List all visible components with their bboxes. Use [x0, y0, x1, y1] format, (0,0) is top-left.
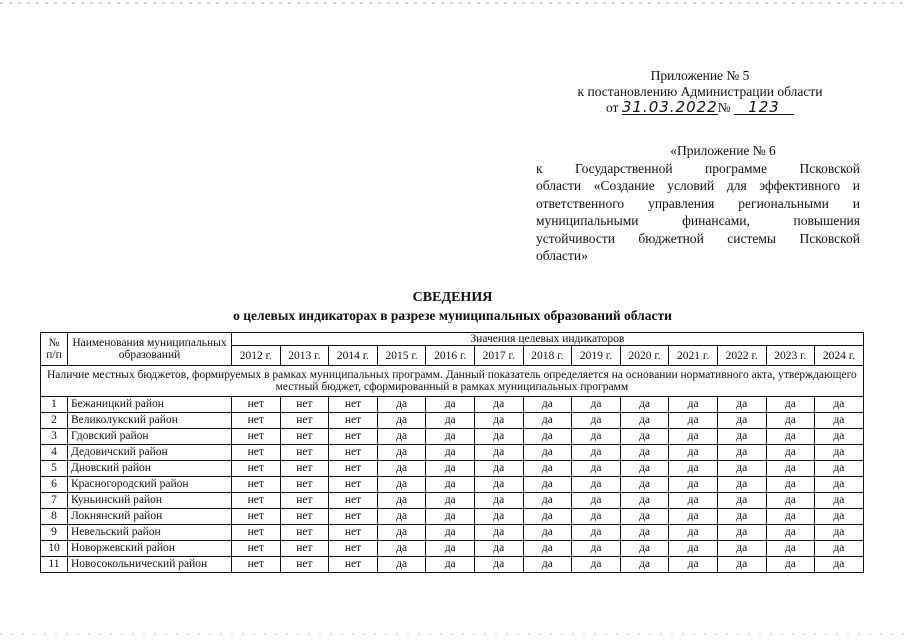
- indicator-value: нет: [329, 397, 378, 413]
- indicator-value: да: [815, 429, 864, 445]
- indicator-value: да: [717, 413, 766, 429]
- table-row: [41, 429, 864, 445]
- indicator-value: да: [377, 541, 426, 557]
- indicator-value: да: [474, 477, 523, 493]
- indicator-value: нет: [232, 541, 281, 557]
- indicator-value: да: [669, 525, 718, 541]
- year-header: 2023 г.: [766, 346, 815, 366]
- indicator-value: да: [377, 397, 426, 413]
- indicator-value: да: [766, 413, 815, 429]
- header-indicator-values: Значения целевых индикаторов: [232, 333, 864, 346]
- indicator-value: нет: [280, 413, 329, 429]
- municipality-name: Локнянский район: [68, 509, 232, 525]
- indicator-value: да: [426, 461, 475, 477]
- indicator-value: да: [620, 445, 669, 461]
- indicator-value: нет: [280, 525, 329, 541]
- indicator-value: да: [523, 557, 572, 573]
- municipality-name: Новосокольнический район: [68, 557, 232, 573]
- indicator-value: да: [572, 493, 621, 509]
- indicator-value: да: [669, 541, 718, 557]
- handwritten-number: 123: [734, 100, 794, 115]
- indicator-value: да: [572, 461, 621, 477]
- indicator-value: нет: [280, 477, 329, 493]
- indicator-value: да: [669, 557, 718, 573]
- indicator-value: да: [717, 557, 766, 573]
- document-title: СВЕДЕНИЯ: [412, 290, 493, 305]
- year-header: 2012 г.: [232, 346, 281, 366]
- indicator-value: да: [572, 541, 621, 557]
- indicator-value: да: [523, 509, 572, 525]
- indicator-value: да: [669, 413, 718, 429]
- table-row: [41, 509, 864, 525]
- table-row: [41, 413, 864, 429]
- indicator-value: да: [572, 445, 621, 461]
- year-header: 2016 г.: [426, 346, 475, 366]
- indicator-value: да: [815, 397, 864, 413]
- indicator-value: да: [474, 509, 523, 525]
- indicator-value: нет: [232, 509, 281, 525]
- indicator-value: да: [620, 477, 669, 493]
- appendix-5-date-line: [560, 100, 840, 116]
- municipality-name: Бежаницкий район: [68, 397, 232, 413]
- year-header: 2019 г.: [572, 346, 621, 366]
- indicator-value: нет: [329, 461, 378, 477]
- indicator-value: да: [766, 493, 815, 509]
- municipality-name: Новоржевский район: [68, 541, 232, 557]
- indicator-value: да: [523, 429, 572, 445]
- indicator-value: нет: [280, 509, 329, 525]
- table-row: [41, 557, 864, 573]
- appendix-5-decree: к постановлению Администрации области: [577, 84, 823, 99]
- indicator-value: да: [717, 397, 766, 413]
- indicator-value: да: [523, 525, 572, 541]
- indicator-value: да: [815, 461, 864, 477]
- from-label: от: [605, 100, 619, 115]
- indicator-value: да: [669, 477, 718, 493]
- indicator-value: да: [377, 557, 426, 573]
- year-header: 2021 г.: [669, 346, 718, 366]
- indicator-value: да: [474, 541, 523, 557]
- indicator-value: да: [377, 429, 426, 445]
- header-no: № п/п: [41, 333, 68, 366]
- indicator-value: да: [474, 557, 523, 573]
- indicator-value: да: [815, 509, 864, 525]
- indicator-value: нет: [329, 445, 378, 461]
- indicator-value: да: [620, 397, 669, 413]
- indicator-value: нет: [232, 461, 281, 477]
- row-number: 2: [41, 413, 68, 429]
- indicator-value: да: [669, 429, 718, 445]
- indicator-value: да: [669, 397, 718, 413]
- municipality-name: Дновский район: [68, 461, 232, 477]
- indicator-value: да: [572, 525, 621, 541]
- indicator-value: да: [523, 445, 572, 461]
- year-header: 2024 г.: [815, 346, 864, 366]
- indicator-value: да: [669, 461, 718, 477]
- row-number: 3: [41, 429, 68, 445]
- year-header: 2020 г.: [620, 346, 669, 366]
- indicator-value: да: [766, 397, 815, 413]
- table-row: [41, 493, 864, 509]
- indicator-value: да: [766, 477, 815, 493]
- indicator-value: да: [572, 429, 621, 445]
- indicator-value: да: [717, 525, 766, 541]
- indicator-value: да: [474, 397, 523, 413]
- indicator-value: да: [815, 413, 864, 429]
- row-number: 5: [41, 461, 68, 477]
- appendix-6-line: ответственного управления региональными и: [536, 195, 860, 211]
- indicator-value: нет: [232, 525, 281, 541]
- indicator-value: да: [377, 525, 426, 541]
- indicator-value: нет: [329, 493, 378, 509]
- document-subtitle: о целевых индикаторах в разрезе муниципальных образований области: [233, 308, 672, 323]
- appendix-5-title: Приложение № 5: [650, 68, 750, 83]
- row-number: 6: [41, 477, 68, 493]
- indicator-value: нет: [280, 541, 329, 557]
- indicator-value: нет: [232, 557, 281, 573]
- indicators-table: [40, 332, 864, 573]
- year-header: 2022 г.: [717, 346, 766, 366]
- indicator-value: да: [717, 461, 766, 477]
- indicator-value: нет: [329, 413, 378, 429]
- indicator-value: да: [523, 541, 572, 557]
- appendix-6-title: «Приложение № 6: [670, 143, 776, 158]
- section-note: Наличие местных бюджетов, формируемых в рамках муниципальных программ. Данный показатель определяется на основании нормативного акта, утверждающего местный бюджет, сформированный в рамках муниципальных программ: [41, 366, 864, 397]
- indicator-value: да: [426, 493, 475, 509]
- indicator-value: нет: [232, 445, 281, 461]
- year-header: 2014 г.: [329, 346, 378, 366]
- indicator-value: да: [426, 397, 475, 413]
- indicator-value: да: [426, 525, 475, 541]
- indicator-value: да: [426, 445, 475, 461]
- indicator-value: да: [620, 509, 669, 525]
- handwritten-date: 31.03.2022: [621, 98, 718, 116]
- year-header: 2018 г.: [523, 346, 572, 366]
- appendix-5-header: [560, 68, 840, 116]
- row-number: 7: [41, 493, 68, 509]
- indicator-value: да: [523, 477, 572, 493]
- indicator-value: да: [523, 413, 572, 429]
- indicator-value: да: [620, 493, 669, 509]
- indicator-value: да: [717, 493, 766, 509]
- municipality-name: Великолукский район: [68, 413, 232, 429]
- indicator-value: да: [620, 461, 669, 477]
- table-row: [41, 477, 864, 493]
- indicator-value: да: [377, 461, 426, 477]
- indicator-value: да: [377, 413, 426, 429]
- row-number: 10: [41, 541, 68, 557]
- indicator-value: нет: [329, 557, 378, 573]
- indicator-value: да: [620, 541, 669, 557]
- indicator-value: нет: [232, 397, 281, 413]
- indicator-value: да: [426, 413, 475, 429]
- scan-edge-top: [0, 2, 905, 4]
- appendix-6-line: устойчивости бюджетной системы Псковской: [536, 230, 860, 246]
- row-number: 11: [41, 557, 68, 573]
- indicator-value: да: [766, 557, 815, 573]
- indicator-value: да: [426, 557, 475, 573]
- appendix-6-line: области»: [536, 248, 588, 263]
- indicator-value: да: [766, 461, 815, 477]
- municipality-name: Куньинский район: [68, 493, 232, 509]
- indicator-value: да: [474, 429, 523, 445]
- indicator-value: да: [474, 413, 523, 429]
- indicator-value: нет: [232, 493, 281, 509]
- indicator-value: да: [766, 429, 815, 445]
- indicator-value: да: [474, 493, 523, 509]
- indicator-value: да: [377, 493, 426, 509]
- indicator-value: нет: [280, 397, 329, 413]
- indicator-value: да: [669, 509, 718, 525]
- indicator-value: да: [669, 445, 718, 461]
- indicator-value: да: [766, 525, 815, 541]
- municipality-name: Гдовский район: [68, 429, 232, 445]
- indicator-value: нет: [280, 429, 329, 445]
- indicator-value: да: [426, 509, 475, 525]
- number-label: №: [717, 100, 731, 115]
- table-row: [41, 397, 864, 413]
- indicator-value: да: [474, 525, 523, 541]
- indicator-value: да: [766, 445, 815, 461]
- indicator-value: нет: [280, 493, 329, 509]
- appendix-6-line: области «Создание условий для эффективного и: [536, 178, 860, 193]
- indicator-value: да: [572, 557, 621, 573]
- indicator-value: да: [426, 541, 475, 557]
- indicator-value: нет: [329, 525, 378, 541]
- indicator-value: да: [620, 557, 669, 573]
- scan-edge-bottom: [0, 633, 905, 635]
- indicator-value: нет: [329, 509, 378, 525]
- row-number: 8: [41, 509, 68, 525]
- indicator-value: да: [717, 445, 766, 461]
- row-number: 4: [41, 445, 68, 461]
- indicator-value: нет: [280, 445, 329, 461]
- indicator-value: да: [815, 493, 864, 509]
- indicator-value: да: [474, 461, 523, 477]
- indicator-value: да: [815, 541, 864, 557]
- appendix-6-text: [536, 160, 860, 265]
- indicator-value: да: [474, 445, 523, 461]
- table-row: [41, 525, 864, 541]
- indicator-value: нет: [329, 429, 378, 445]
- indicator-value: да: [572, 509, 621, 525]
- indicator-value: да: [815, 477, 864, 493]
- indicator-value: нет: [329, 541, 378, 557]
- indicator-value: нет: [280, 461, 329, 477]
- indicator-value: да: [523, 493, 572, 509]
- indicator-value: да: [717, 541, 766, 557]
- municipality-name: Невельский район: [68, 525, 232, 541]
- year-header: 2017 г.: [474, 346, 523, 366]
- indicator-value: да: [426, 429, 475, 445]
- indicator-value: нет: [329, 477, 378, 493]
- indicator-value: нет: [232, 477, 281, 493]
- municipality-name: Красногородский район: [68, 477, 232, 493]
- indicator-value: да: [572, 413, 621, 429]
- indicator-value: да: [572, 397, 621, 413]
- indicator-value: да: [717, 509, 766, 525]
- indicator-value: да: [717, 429, 766, 445]
- indicator-value: нет: [232, 429, 281, 445]
- indicator-value: да: [523, 397, 572, 413]
- header-municipality: Наименования муниципальных образований: [68, 333, 232, 366]
- table-row: [41, 541, 864, 557]
- appendix-6-line: к Государственной программе Псковской: [536, 160, 860, 176]
- municipality-name: Дедовичский район: [68, 445, 232, 461]
- year-header: 2015 г.: [377, 346, 426, 366]
- indicator-value: да: [426, 477, 475, 493]
- indicator-value: да: [572, 477, 621, 493]
- indicator-value: нет: [232, 413, 281, 429]
- row-number: 9: [41, 525, 68, 541]
- indicator-value: да: [815, 445, 864, 461]
- row-number: 1: [41, 397, 68, 413]
- indicator-value: да: [620, 413, 669, 429]
- indicator-value: да: [377, 477, 426, 493]
- indicator-value: да: [620, 525, 669, 541]
- indicator-value: да: [377, 445, 426, 461]
- indicator-value: да: [766, 509, 815, 525]
- indicator-value: да: [620, 429, 669, 445]
- table-row: [41, 461, 864, 477]
- indicator-value: да: [523, 461, 572, 477]
- indicator-value: да: [766, 541, 815, 557]
- table-row: [41, 445, 864, 461]
- year-header: 2013 г.: [280, 346, 329, 366]
- indicator-value: да: [669, 493, 718, 509]
- appendix-6-line: муниципальными финансами, повышения: [536, 213, 860, 228]
- appendix-6-header: [536, 142, 860, 265]
- indicator-value: нет: [280, 557, 329, 573]
- indicator-value: да: [815, 557, 864, 573]
- indicator-value: да: [377, 509, 426, 525]
- indicator-value: да: [815, 525, 864, 541]
- indicator-value: да: [717, 477, 766, 493]
